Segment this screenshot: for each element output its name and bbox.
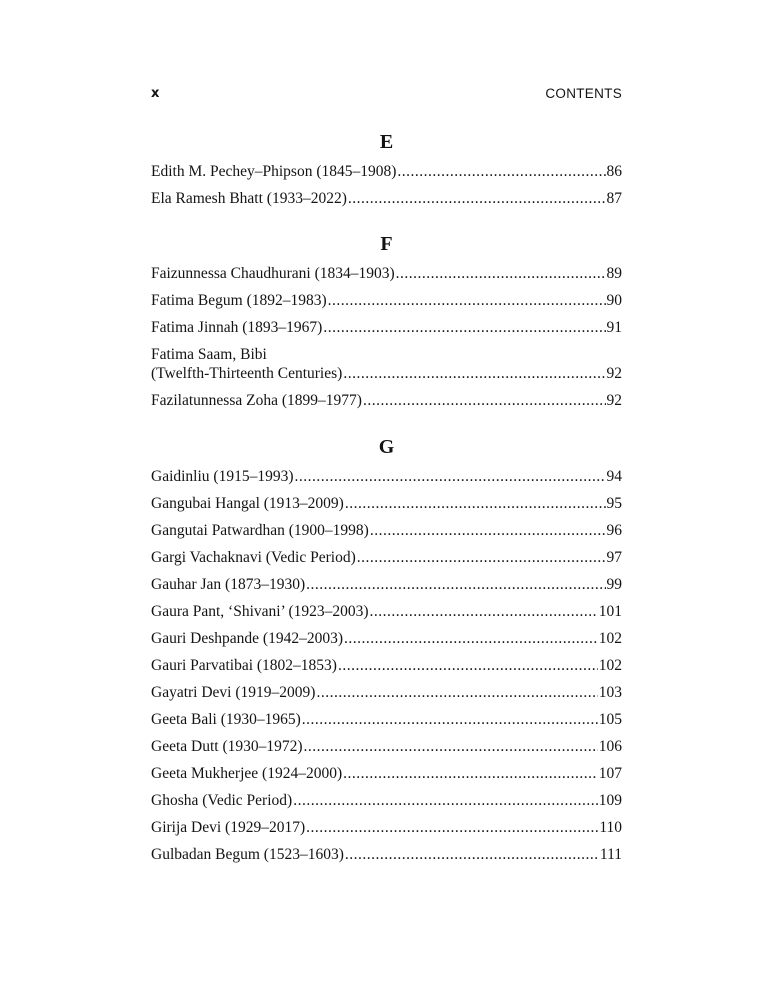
running-head: [151, 84, 622, 104]
dot-leader: [363, 391, 606, 410]
entry-title: Gangubai Hangal (1913–2009): [151, 495, 344, 512]
dot-leader: [338, 656, 598, 675]
entry-title: Gargi Vachaknavi (Vedic Period): [151, 549, 356, 566]
entry-title: Gayatri Devi (1919–2009): [151, 684, 316, 701]
toc-entry[interactable]: [151, 818, 622, 837]
entry-page: 99: [606, 576, 622, 593]
entry-title: Ela Ramesh Bhatt (1933–2022): [151, 190, 347, 207]
section-letter: E: [379, 131, 394, 153]
toc-entry[interactable]: [151, 521, 622, 540]
entry-title: Geeta Dutt (1930–1972): [151, 738, 303, 755]
toc-entry[interactable]: [151, 548, 622, 567]
entry-title: Gangutai Patwardhan (1900–1998): [151, 522, 369, 539]
entry-title: Fatima Saam, Bibi (Twelfth-Thirteenth Centuries): [151, 346, 343, 382]
toc-entry[interactable]: [151, 629, 622, 648]
entry-title: Geeta Bali (1930–1965): [151, 711, 301, 728]
dot-leader: [397, 162, 605, 181]
entry-page: 97: [606, 549, 622, 566]
dot-leader: [345, 845, 599, 864]
running-title: CONTENTS: [545, 86, 622, 101]
entry-title: Gauri Parvatibai (1802–1853): [151, 657, 337, 674]
toc-entry[interactable]: [151, 162, 622, 181]
toc-entry[interactable]: [151, 656, 622, 675]
section-f: [151, 232, 622, 418]
entry-page: 92: [606, 365, 622, 382]
entry-page: 95: [606, 495, 622, 512]
entry-title: Ghosha (Vedic Period): [151, 792, 293, 809]
toc-entry[interactable]: [151, 264, 622, 283]
entry-title: Girija Devi (1929–2017): [151, 819, 306, 836]
entry-title: Fatima Jinnah (1893–1967): [151, 319, 323, 336]
dot-leader: [344, 629, 598, 648]
section-letter: G: [378, 436, 395, 458]
entry-page: 87: [606, 190, 622, 207]
entry-page: 110: [599, 819, 622, 836]
entry-page: 107: [598, 765, 622, 782]
dot-leader: [357, 548, 606, 567]
dot-leader: [293, 791, 598, 810]
entry-page: 91: [606, 319, 622, 336]
entry-page: 86: [606, 163, 622, 180]
entry-page: 90: [606, 292, 622, 309]
entry-title: Fazilatunnessa Zoha (1899–1977): [151, 392, 362, 409]
entry-title: Gauhar Jan (1873–1930): [151, 576, 306, 593]
entry-page: 103: [598, 684, 622, 701]
toc-entry[interactable]: [151, 845, 622, 864]
toc-entry[interactable]: [151, 291, 622, 310]
dot-leader: [348, 189, 606, 208]
entry-title: Gaura Pant, ‘Shivani’ (1923–2003): [151, 603, 369, 620]
toc-entry[interactable]: [151, 318, 622, 337]
toc-entry[interactable]: [151, 764, 622, 783]
entry-title: Edith M. Pechey–Phipson (1845–1908): [151, 163, 397, 180]
entry-page: 94: [606, 468, 622, 485]
entry-page: 105: [598, 711, 622, 728]
dot-leader: [304, 737, 598, 756]
entry-page: 106: [598, 738, 622, 755]
toc-entry[interactable]: [151, 345, 622, 383]
dot-leader: [370, 602, 598, 621]
dot-leader: [370, 521, 606, 540]
dot-leader: [306, 575, 605, 594]
dot-leader: [316, 683, 597, 702]
dot-leader: [323, 318, 605, 337]
entry-page: 102: [598, 630, 622, 647]
entry-page: 92: [606, 392, 622, 409]
dot-leader: [328, 291, 606, 310]
entry-title: Gauri Deshpande (1942–2003): [151, 630, 343, 647]
dot-leader: [302, 710, 598, 729]
toc-entry[interactable]: [151, 494, 622, 513]
dot-leader: [343, 764, 598, 783]
dot-leader: [295, 467, 606, 486]
toc-entry[interactable]: [151, 710, 622, 729]
toc-entry[interactable]: [151, 791, 622, 810]
entry-page: 96: [606, 522, 622, 539]
dot-leader: [306, 818, 598, 837]
section-g: [151, 435, 622, 872]
toc-entry[interactable]: [151, 602, 622, 621]
entry-page: 101: [598, 603, 622, 620]
page-number: x: [151, 86, 160, 101]
entry-title: Fatima Begum (1892–1983): [151, 292, 327, 309]
entry-page: 109: [598, 792, 622, 809]
entry-page: 102: [598, 657, 622, 674]
entry-title: Geeta Mukherjee (1924–2000): [151, 765, 343, 782]
section-letter: F: [380, 233, 393, 255]
toc-entry[interactable]: [151, 575, 622, 594]
toc-entry[interactable]: [151, 683, 622, 702]
entry-title: Gaidinliu (1915–1993): [151, 468, 294, 485]
section-e: [151, 130, 622, 216]
entry-title: Gulbadan Begum (1523–1603): [151, 846, 344, 863]
entry-page: 111: [599, 846, 622, 863]
toc-entry[interactable]: [151, 737, 622, 756]
entry-title: Faizunnessa Chaudhurani (1834–1903): [151, 265, 395, 282]
entry-page: 89: [606, 265, 622, 282]
dot-leader: [343, 364, 605, 383]
toc-entry[interactable]: [151, 467, 622, 486]
dot-leader: [396, 264, 606, 283]
toc-entry[interactable]: [151, 189, 622, 208]
toc-entry[interactable]: [151, 391, 622, 410]
dot-leader: [345, 494, 606, 513]
